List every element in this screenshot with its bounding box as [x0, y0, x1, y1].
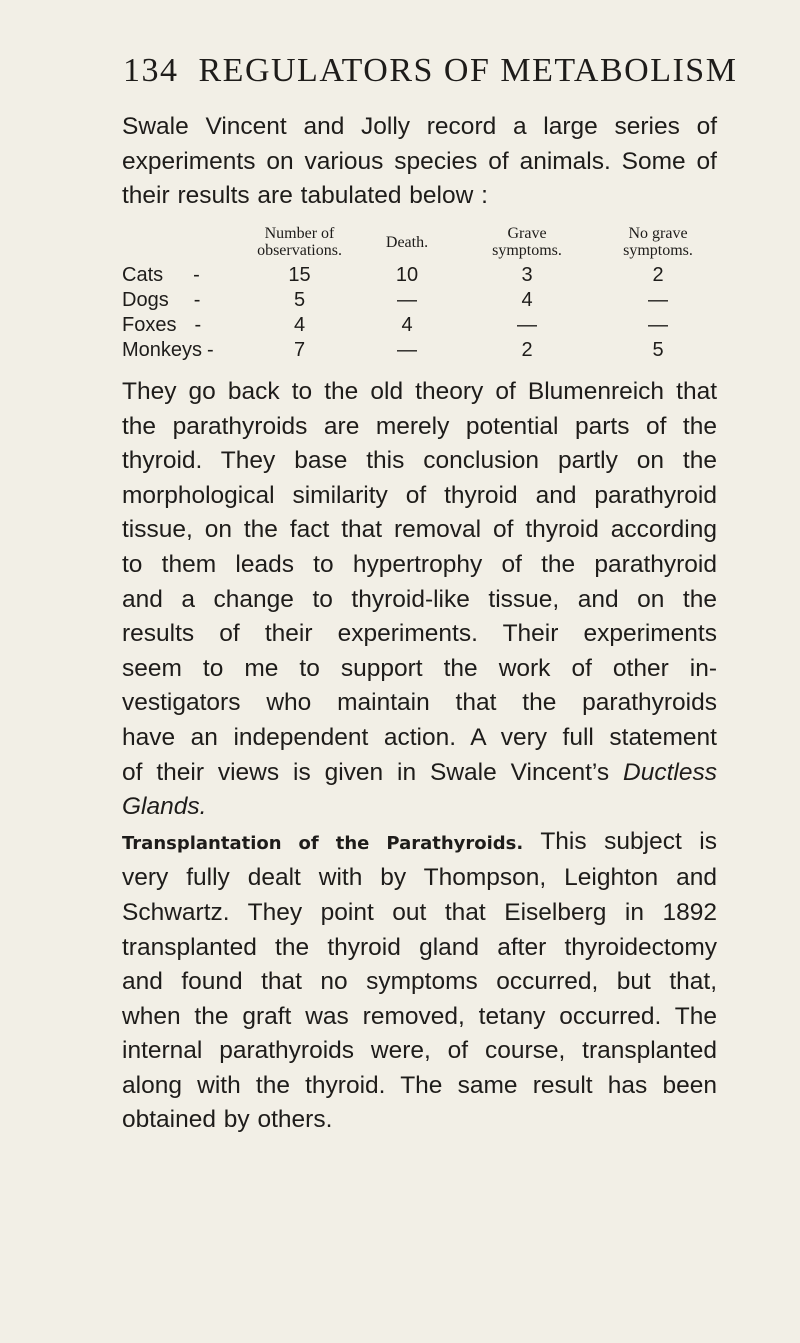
no-grave-cell: 2 — [652, 264, 664, 286]
leader-dash: - — [207, 339, 214, 361]
leader-dash: - — [193, 264, 200, 286]
text-line: morphological similarity of thyroid and parathyroid — [122, 481, 717, 509]
observations-cell: 7 — [293, 339, 306, 361]
death-cell: 10 — [395, 264, 419, 286]
animal-name — [122, 263, 247, 288]
grave-cell: 2 — [521, 339, 533, 361]
animal-label: Monkeys — [122, 339, 203, 361]
leader-dash: - — [193, 289, 201, 311]
table-header-row — [122, 225, 724, 263]
text-line: results of their experiments. Their experiments — [122, 620, 717, 648]
death-cell: — — [397, 289, 417, 311]
section-runin-heading: Transplantation of the Parathyroids. — [122, 832, 524, 854]
table-row — [122, 338, 724, 363]
observations-cell: 4 — [293, 314, 306, 336]
observations-cell: 5 — [293, 289, 306, 311]
animal-label: Foxes — [122, 314, 177, 336]
text-line: their results are tabulated below : — [122, 182, 488, 210]
text-line: the parathyroids are merely potential parts of the — [122, 412, 717, 440]
grave-cell: — — [517, 314, 537, 336]
text-line: to them leads to hypertrophy of the parathyroid — [122, 550, 717, 578]
text-line: and found that no symptoms occurred, but that, — [122, 968, 717, 996]
animal-name — [122, 338, 247, 363]
text-line: have an independent action. A very full statement — [122, 723, 717, 751]
text-line: along with the thyroid. The same result has been — [122, 1071, 717, 1099]
no-grave-cell: — — [648, 314, 668, 336]
text-line: and a change to thyroid-like tissue, and on the — [122, 585, 717, 613]
text-line: Schwartz. They point out that Eiselberg in 1892 — [122, 898, 717, 926]
text-line-with-heading — [122, 825, 717, 862]
intro-paragraph — [122, 110, 717, 214]
book-title-part: Ductless — [623, 758, 717, 786]
observations-cell: 15 — [288, 264, 311, 286]
no-grave-cell: 5 — [652, 339, 664, 361]
text-line: tissue, on the fact that removal of thyroid according — [122, 516, 717, 544]
text-line: Swale Vincent and Jolly record a large series of — [122, 113, 717, 140]
text-line: internal parathyroids were, of course, transplanted — [122, 1037, 717, 1065]
text-line: vestigators who maintain that the parathyroids — [122, 689, 717, 717]
text-line: They go back to the old theory of Blumenreich that — [122, 378, 717, 405]
running-header — [123, 52, 737, 90]
text-line: transplanted the thyroid gland after thyroidectomy — [122, 933, 717, 961]
text-line: when the graft was removed, tetany occurred. The — [122, 1002, 717, 1030]
header-animal — [122, 225, 247, 263]
running-title: REGULATORS OF METABOLISM — [198, 52, 738, 89]
book-title-part: Glands. — [122, 793, 207, 821]
grave-cell: 3 — [521, 264, 533, 286]
text-fragment: This subject is — [540, 827, 717, 855]
death-cell: 4 — [401, 314, 413, 336]
animal-label: Dogs — [122, 289, 169, 311]
animal-label: Cats — [122, 264, 164, 286]
death-cell: — — [397, 339, 417, 361]
text-fragment: of their views is given in Swale Vincent’s — [122, 758, 610, 786]
header-no-grave-symptoms: No grave symptoms. — [623, 225, 693, 259]
text-line: experiments on various species of animals. Some of — [122, 147, 717, 175]
text-line: very fully dealt with by Thompson, Leighton and — [122, 864, 717, 892]
grave-cell: 4 — [521, 289, 533, 311]
results-table — [122, 225, 724, 363]
table-row — [122, 263, 724, 288]
animal-name — [122, 288, 247, 313]
text-line: obtained by others. — [122, 1106, 333, 1134]
no-grave-cell: — — [648, 289, 668, 311]
page-number: 134 — [123, 52, 179, 89]
header-grave-symptoms: Grave symptoms. — [492, 225, 562, 259]
text-line: seem to me to support the work of other in- — [122, 654, 717, 682]
header-death: Death. — [385, 233, 429, 251]
animal-name — [122, 313, 247, 338]
text-line-with-title — [122, 756, 717, 791]
leader-dash: - — [194, 314, 202, 336]
header-observations: Number of observations. — [257, 225, 342, 259]
text-line: thyroid. They base this conclusion partly on the — [122, 447, 717, 475]
table-row — [122, 288, 724, 313]
table-row — [122, 313, 724, 338]
main-text — [122, 375, 717, 1138]
